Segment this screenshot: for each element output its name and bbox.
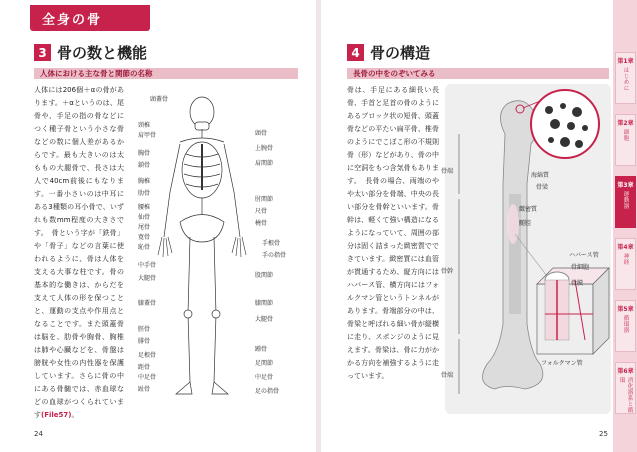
- label-cervical: 頸椎: [138, 122, 151, 129]
- label-finger-bones: 手の指骨: [262, 252, 287, 259]
- label-rib: 肋骨: [138, 190, 151, 197]
- label-ulna: 尺骨: [255, 208, 268, 215]
- label-osteocyte: 骨細胞: [571, 264, 590, 271]
- left-arm-bone: [224, 144, 240, 237]
- skeleton-diagram: [130, 82, 315, 404]
- label-epiphysis-top: 骨端: [441, 168, 454, 175]
- tab-title: 細胞: [622, 129, 629, 141]
- chapter-header: 全身の骨: [30, 5, 150, 31]
- tab-chapter-5[interactable]: [615, 300, 636, 352]
- label-epiphysis-bottom: 骨端: [441, 372, 454, 379]
- label-thoracic: 胸椎: [138, 178, 151, 185]
- label-radius: 橈骨: [255, 220, 268, 227]
- label-elbow-joint: 肘関節: [255, 196, 274, 203]
- label-metacarpal: 中手骨: [138, 262, 157, 269]
- label-hip-joint: 股関節: [255, 272, 274, 279]
- label-trabecula: 骨梁: [536, 184, 549, 191]
- label-sacrum: 仙骨: [138, 214, 151, 221]
- tab-chapter-4[interactable]: [615, 238, 636, 290]
- left-foot-bone: [212, 382, 228, 394]
- label-knee-joint: 膝関節: [255, 300, 274, 307]
- label-compact-bone: 緻密質: [519, 206, 538, 213]
- label-havers-canal: ハバース管: [569, 252, 599, 259]
- left-leg-bone: [214, 237, 216, 382]
- file-reference-link[interactable]: (File57): [41, 411, 72, 419]
- label-toe-bones: 足の指骨: [255, 388, 280, 395]
- right-foot-bone: [176, 382, 192, 394]
- label-hip: 寛骨: [138, 234, 151, 241]
- label-phalanges-foot: 趾骨: [138, 386, 151, 393]
- label-talus: 距骨: [138, 364, 151, 371]
- label-marrow-cavity: 髄腔: [519, 220, 532, 227]
- section-title-text: 骨の構造: [370, 44, 431, 62]
- label-spongy-bone: 海綿質: [531, 172, 550, 179]
- label-ankle-joint: 足関節: [255, 360, 274, 367]
- right-body-text: 骨は、手足にある細長い長骨、手首と足首の骨のようにあるブロック状の短骨、頭蓋骨などの平たい扁平骨、椎骨のようにでこぼこ形の不規則骨（形）などがあり、骨の中に空洞をもつ含気骨もあります。 長骨の場合、両端のやや太い部分を骨端、中央の長い部分を骨幹といいます。骨幹は、軽くて強い構造になるようになっていて、周囲の部分は固く詰まった緻密質でできています。緻密質には血管が貫通するため、縦方向にはハバース管、横方向にはフォルクマン管というトンネルがあります。骨端部分の中は、骨梁と呼ばれる細い骨が縦横に走り、スポンジのように見えます。骨梁は、骨に力がかかる方向を補強するように走っています。: [347, 86, 439, 380]
- label-patella: 膝蓋骨: [138, 300, 157, 307]
- label-calcaneus: 踵骨: [255, 346, 268, 353]
- page-number-left: 24: [34, 430, 43, 438]
- right-arm-bone: [164, 144, 180, 237]
- section-number: 4: [347, 44, 364, 61]
- tab-number: 第3章: [617, 182, 634, 189]
- label-tibia: 脛骨: [138, 326, 151, 333]
- label-coccyx: 尾骨: [138, 224, 151, 231]
- label-metatarsal-right: 中足骨: [255, 374, 274, 381]
- tab-number: 第5章: [617, 306, 634, 313]
- label-lumbar: 腰椎: [138, 204, 151, 211]
- tab-chapter-3[interactable]: [615, 176, 636, 228]
- label-humerus: 上腕骨: [255, 145, 274, 152]
- label-tarsal: 足根骨: [138, 352, 157, 359]
- tab-chapter-6[interactable]: [615, 362, 636, 414]
- page-number-right: 25: [599, 430, 608, 438]
- left-body-text: 人体には206個＋αの骨があります。＋αというのは、尾骨や、手足の指の骨などにつく種子骨という小さな骨などの数に個人差があるからです。最も大きいのは太ももの大腿骨で、長さは大人で40cm前後にもなります。一番小さいのは中耳にある3種類の耳小骨で、いずれも数mm程度の大きさです。 骨という字が「鉄骨」や「骨子」などの言葉に使われるように、骨は人体を支える大事な柱です。骨の基本的な働きは、からだを支えて人体の形を保つことと、運動の支点や作用点となることです。また頭蓋骨は脳を、肋骨や胸骨、胸椎は肺や心臓などを、骨盤は膀胱や女性の内性器を保護しています。さらに骨の中にある骨髄では、赤血球などの血球がつくられています(File57)。: [34, 86, 124, 419]
- label-carpal: 手根骨: [262, 240, 281, 247]
- label-metatarsal: 中足骨: [138, 374, 157, 381]
- tab-number: 第2章: [617, 120, 634, 127]
- section-number: 3: [34, 44, 51, 61]
- spongy-zoom-circle: [531, 90, 599, 158]
- tab-number: 第6章: [617, 368, 634, 375]
- label-scapula: 肩甲骨: [138, 132, 157, 139]
- label-skull: 頭蓋骨: [150, 96, 169, 103]
- right-subheading: 長骨の中をのぞいてみる: [347, 68, 609, 79]
- right-page: [321, 0, 613, 452]
- tab-chapter-2[interactable]: [615, 114, 636, 166]
- long-bone-diagram: [445, 84, 611, 414]
- tab-title: 神経: [622, 253, 629, 265]
- label-head-bone: 頭骨: [255, 130, 268, 137]
- label-shoulder-joint: 肩関節: [255, 160, 274, 167]
- left-subheading: 人体における主な骨と関節の名称: [34, 68, 298, 79]
- marrow-highlight: [507, 204, 519, 244]
- tab-title: 運動器: [622, 191, 629, 209]
- label-diaphysis: 骨幹: [441, 268, 454, 275]
- tab-number: 第1章: [617, 58, 634, 65]
- label-fibula: 腓骨: [138, 338, 151, 345]
- label-pubis: 恥骨: [138, 244, 151, 251]
- section-3-title: [34, 42, 147, 63]
- label-femur-right: 大腿骨: [255, 316, 274, 323]
- left-page: [0, 0, 316, 452]
- label-sternum: 胸骨: [138, 150, 151, 157]
- label-femur: 大腿骨: [138, 275, 157, 282]
- tab-title: 循環器: [622, 315, 629, 333]
- label-periosteum: 骨膜: [571, 280, 584, 287]
- right-leg-bone: [188, 237, 190, 382]
- tab-title: 消化器系と循環: [618, 377, 633, 413]
- tab-title: はじめに: [622, 67, 629, 91]
- pelvis-shape: [180, 215, 224, 243]
- label-volkmann-canal: フォルクマン管: [541, 360, 583, 367]
- section-title-text: 骨の数と機能: [57, 44, 148, 62]
- tab-number: 第4章: [617, 244, 634, 251]
- label-clavicle: 鎖骨: [138, 162, 151, 169]
- tab-chapter-1[interactable]: [615, 52, 636, 104]
- section-4-title: [347, 42, 430, 63]
